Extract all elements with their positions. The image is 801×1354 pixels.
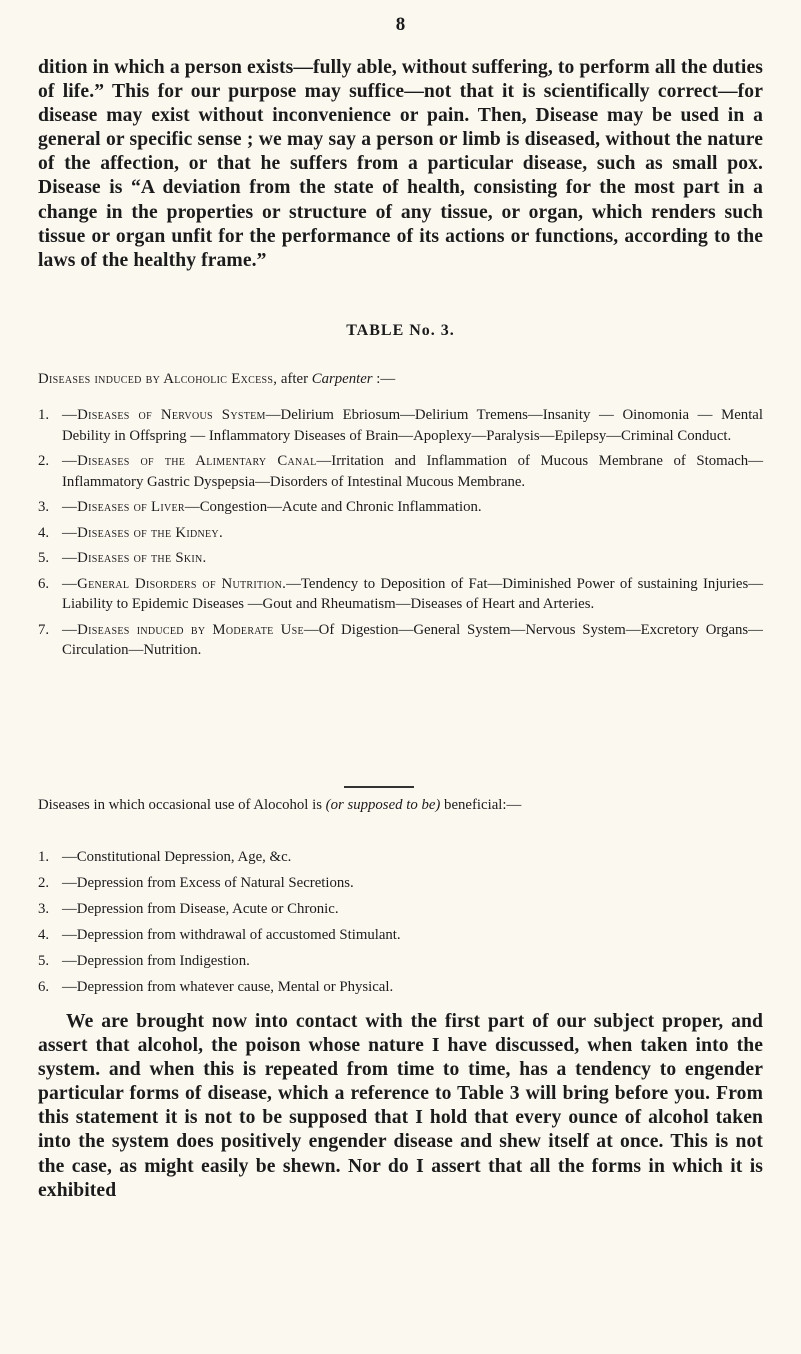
table-title: TABLE No. 3. [346,322,455,339]
entry-lead: —Diseases of the Skin. [62,550,207,566]
section-divider [344,786,414,788]
table-heading-author: Carpenter [311,371,373,387]
entry-lead: —Diseases of the Alimentary Canal [62,453,317,469]
item-number: 5. [38,953,50,969]
entry-number: 3. [38,499,50,515]
beneficial-intro-italic: (or supposed to be) [325,797,441,813]
table-heading-prefix: Diseases induced by Alcoholic Excess, [38,371,278,387]
beneficial-item-2 [38,873,763,894]
entry-number: 7. [38,621,50,638]
item-text: —Depression from Excess of Natural Secretions. [62,875,354,891]
entry-lead: —Diseases of Nervous System [62,407,266,423]
entry-text: —Tendency to Deposition of Fat—Diminished Power of sustaining Injuries—Liability to Epidemic Diseases —Gout and Rheumatism—Diseases of Heart and Arteries. [62,575,763,612]
beneficial-item-5 [38,951,763,972]
item-text: —Constitutional Depression, Age, &c. [62,849,292,865]
disease-entry-3 [38,497,763,518]
item-text: —Depression from whatever cause, Mental or Physical. [62,979,394,995]
intro-paragraph: dition in which a person exists—fully able, without suffering, to perform all the duties of life.” This for our purpose may suffice—not that it is scientifically correct—for disease may exist without inconvenience or pain. Then, Disease may be used in a general or specific sense ; we may say a person or limb is diseased, without the nature of the affection, or that he suffers from a particular disease, such as small pox. Disease is “A deviation from the state of health, consisting for the most part in a change in the properties or structure of any tissue, or organ, which renders such tissue or organ unfit for the performance of its actions or functions, according to the laws of the healthy frame.” [38,57,763,271]
table-heading-after: after [280,371,309,387]
disease-entry-2 [38,451,763,492]
entry-lead: —General Disorders of Nutrition. [62,575,287,592]
entry-text: —Irritation and Inflammation of Mucous Membrane of Stomach—Inflammatory Gastric Dyspepsia—Disorders of Intestinal Mucous Membrane. [62,453,763,490]
beneficial-list [38,847,763,1003]
item-number: 4. [38,927,50,943]
beneficial-item-1 [38,847,763,868]
item-number: 1. [38,849,50,865]
table-heading-suffix: :— [376,371,396,387]
entry-number: 4. [38,524,50,541]
entry-number: 6. [38,575,50,592]
beneficial-item-4 [38,925,763,946]
entry-text: —Congestion—Acute and Chronic Inflammation. [184,499,482,515]
beneficial-item-6 [38,977,763,998]
disease-entry-1 [38,405,763,446]
disease-entry-6 [38,574,763,615]
closing-paragraph: We are brought now into contact with the first part of our subject proper, and assert that alcohol, the poison whose nature I have discussed, when taken into the system. and when this is repeated from time to time, has a tendency to engender particular forms of disease, which a reference to Table 3 will bring before you. From this statement it is not to be supposed that I hold that every ounce of alcohol taken into the system does positively engender disease and shew itself at once. This is not the case, as might easily be shewn. Nor do I assert that all the forms in which it is exhibited [38,1011,763,1201]
entry-lead: —Diseases induced by Moderate Use [62,621,304,638]
entry-lead: —Diseases of Liver [62,499,185,515]
item-number: 3. [38,901,50,917]
beneficial-intro [38,795,763,816]
page-number: 8 [395,14,406,35]
entry-text: —Delirium Ebriosum—Delirium Tremens—Insanity — Oinomonia — Mental Debility in Offspring — Inflammatory Diseases of Brain—Apoplexy—Paralysis—Epilepsy—Criminal Conduct. [62,407,763,444]
entry-number: 1. [38,407,50,423]
item-number: 6. [38,979,50,995]
item-text: —Depression from withdrawal of accustomed Stimulant. [62,927,401,943]
item-text: —Depression from Indigestion. [62,953,250,969]
disease-entry-4 [38,523,763,544]
table-heading [38,371,763,388]
disease-entry-7 [38,620,763,661]
beneficial-intro-before: Diseases in which occasional use of Alocohol is [38,797,322,813]
entry-number: 5. [38,550,50,566]
beneficial-item-3 [38,899,763,920]
entry-lead: —Diseases of the Kidney. [62,524,223,541]
beneficial-intro-after: beneficial:— [444,797,522,813]
disease-entry-5 [38,548,763,569]
disease-list [38,405,763,666]
entry-text: —Of Digestion—General System—Nervous System—Excretory Organs—Circulation—Nutrition. [62,621,763,658]
entry-number: 2. [38,453,50,469]
item-number: 2. [38,875,50,891]
item-text: —Depression from Disease, Acute or Chronic. [62,901,339,917]
